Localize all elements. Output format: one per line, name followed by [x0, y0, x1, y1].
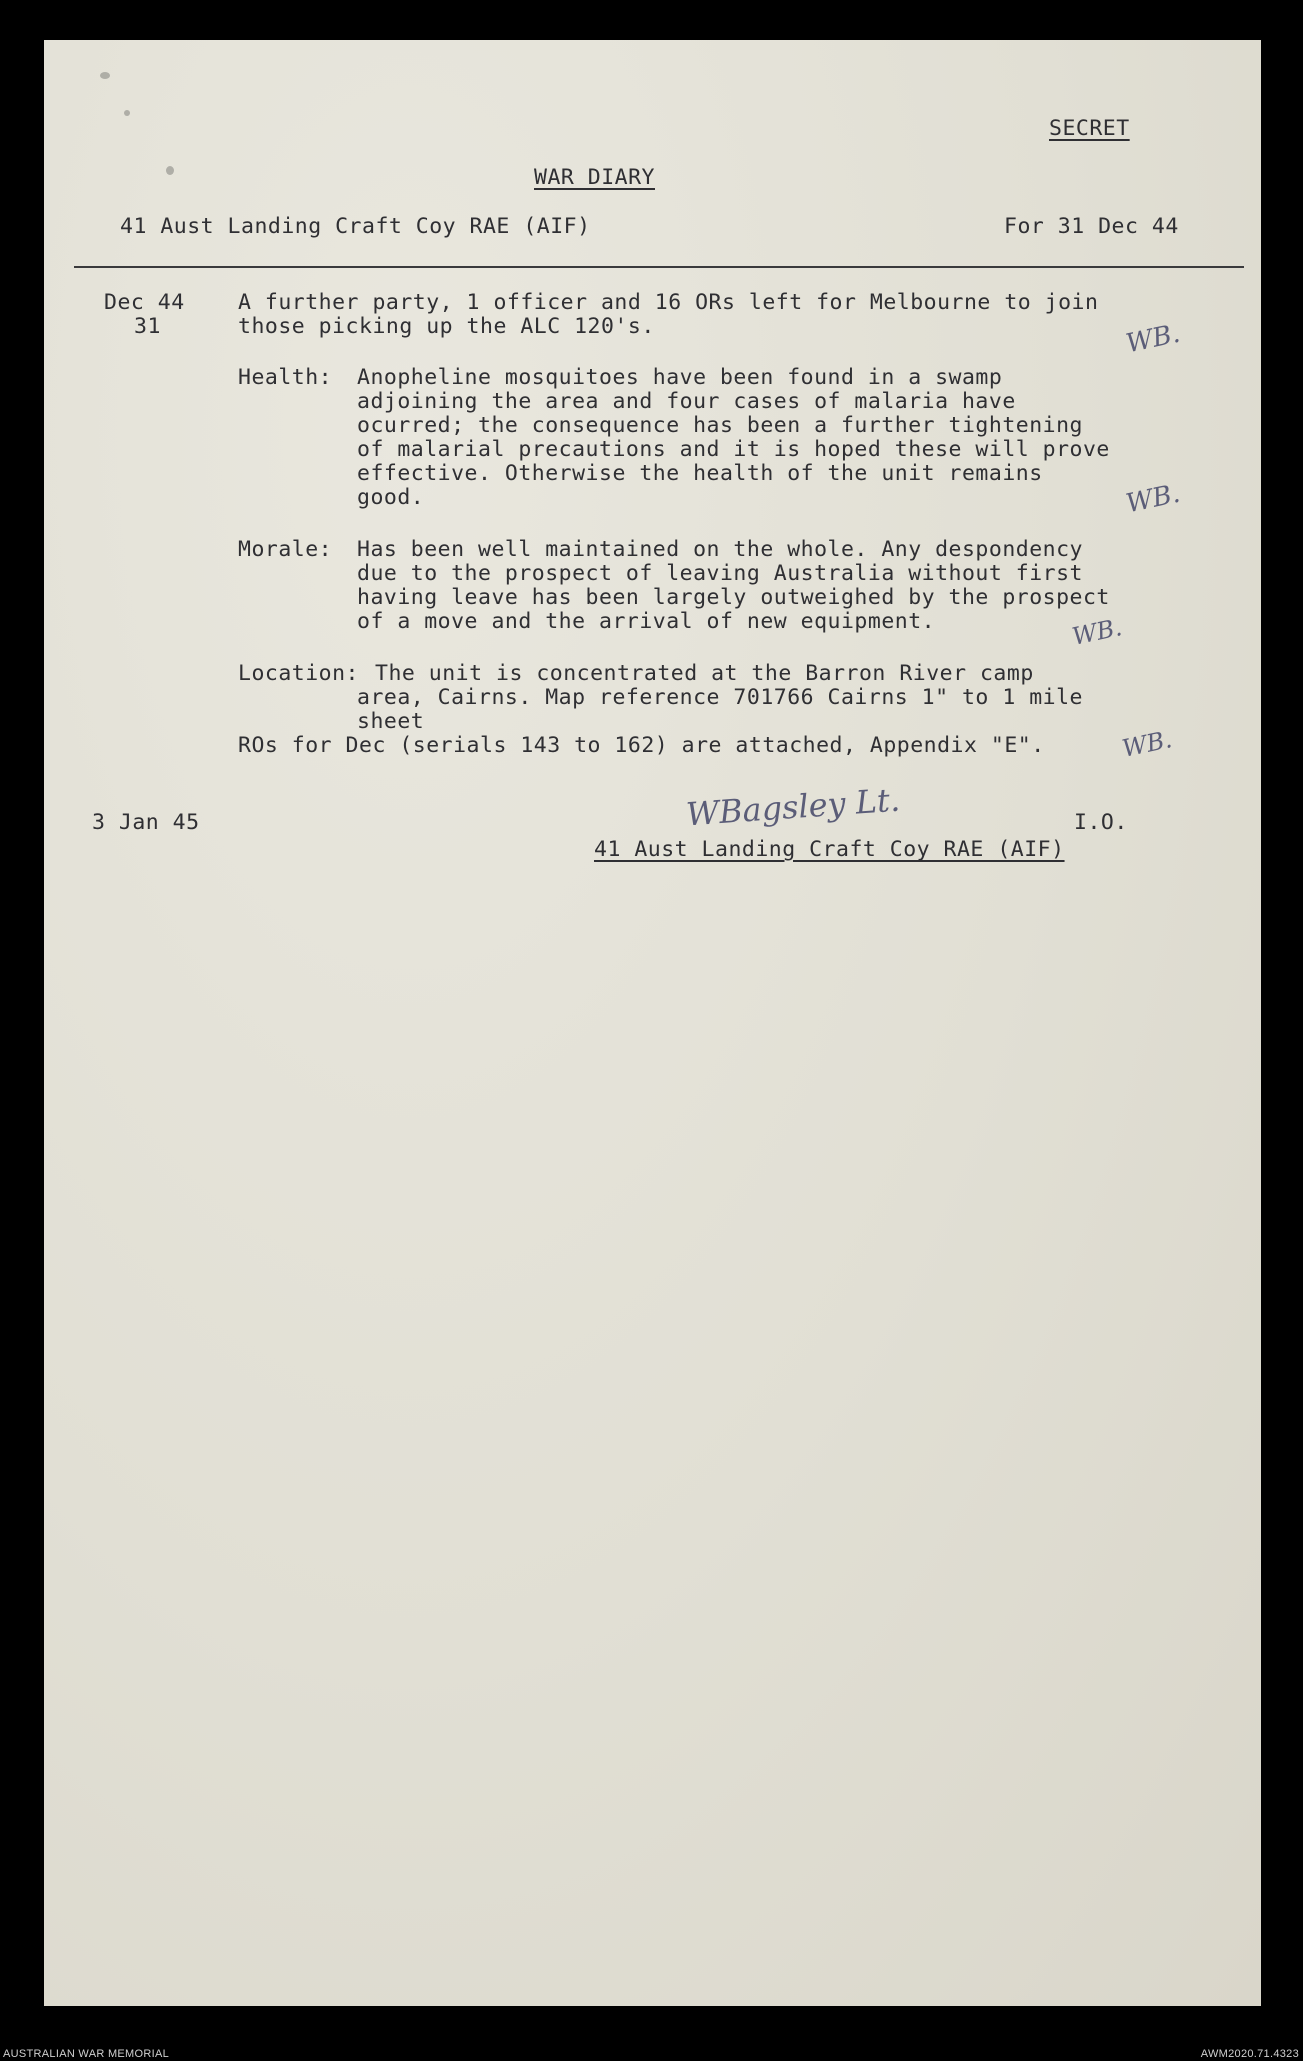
morale-line: of a move and the arrival of new equipment.	[357, 609, 936, 634]
entry-date-month: Dec 44	[104, 290, 185, 315]
health-line: effective. Otherwise the health of the unit remains	[357, 461, 1043, 486]
signature: WBagsley Lt.	[684, 780, 902, 834]
classification-label: SECRET	[1049, 116, 1130, 141]
entry-party-line: A further party, 1 officer and 16 ORs left for Melbourne to join	[238, 290, 1099, 315]
morale-line: Has been well maintained on the whole. Any despondency	[357, 537, 1083, 562]
entry-party-line: those picking up the ALC 120's.	[238, 314, 655, 339]
document-page	[44, 40, 1261, 2006]
document-title: WAR DIARY	[534, 165, 655, 190]
paper-mark	[124, 110, 130, 116]
signoff-role: I.O.	[1074, 810, 1128, 835]
morale-label: Morale:	[238, 537, 333, 562]
period-label: For 31 Dec 44	[1004, 214, 1179, 239]
ros-line: ROs for Dec (serials 143 to 162) are attached, Appendix "E".	[238, 733, 1045, 758]
location-label: Location:	[238, 661, 359, 686]
morale-line: due to the prospect of leaving Australia without first	[357, 561, 1083, 586]
handwritten-initials: WB.	[1123, 478, 1183, 520]
location-line: The unit is concentrated at the Barron River camp	[375, 661, 1034, 686]
location-line: sheet	[357, 709, 425, 734]
health-line: good.	[357, 485, 425, 510]
signoff-date: 3 Jan 45	[92, 810, 200, 835]
health-line: Anopheline mosquitoes have been found in a swamp	[357, 365, 1003, 390]
health-line: adjoining the area and four cases of malaria have	[357, 389, 1016, 414]
unit-name-header: 41 Aust Landing Craft Coy RAE (AIF)	[120, 214, 591, 239]
paper-mark	[166, 166, 174, 175]
handwritten-initials: WB.	[1069, 613, 1125, 651]
paper-mark	[100, 72, 110, 79]
location-line: area, Cairns. Map reference 701766 Cairns 1" to 1 mile	[357, 685, 1083, 710]
signoff-unit: 41 Aust Landing Craft Coy RAE (AIF)	[594, 837, 1065, 862]
health-line: ocurred; the consequence has been a further tightening	[357, 413, 1083, 438]
header-divider	[74, 266, 1244, 268]
footer-credit: AUSTRALIAN WAR MEMORIAL	[3, 2048, 170, 2060]
morale-line: having leave has been largely outweighed by the prospect	[357, 585, 1110, 610]
handwritten-initials: WB.	[1119, 725, 1175, 763]
handwritten-initials: WB.	[1123, 318, 1183, 360]
health-label: Health:	[238, 365, 333, 390]
health-line: of malarial precautions and it is hoped these will prove	[357, 437, 1110, 462]
entry-date-day: 31	[134, 314, 161, 339]
footer-accession-number: AWM2020.71.4323	[1200, 2048, 1299, 2060]
